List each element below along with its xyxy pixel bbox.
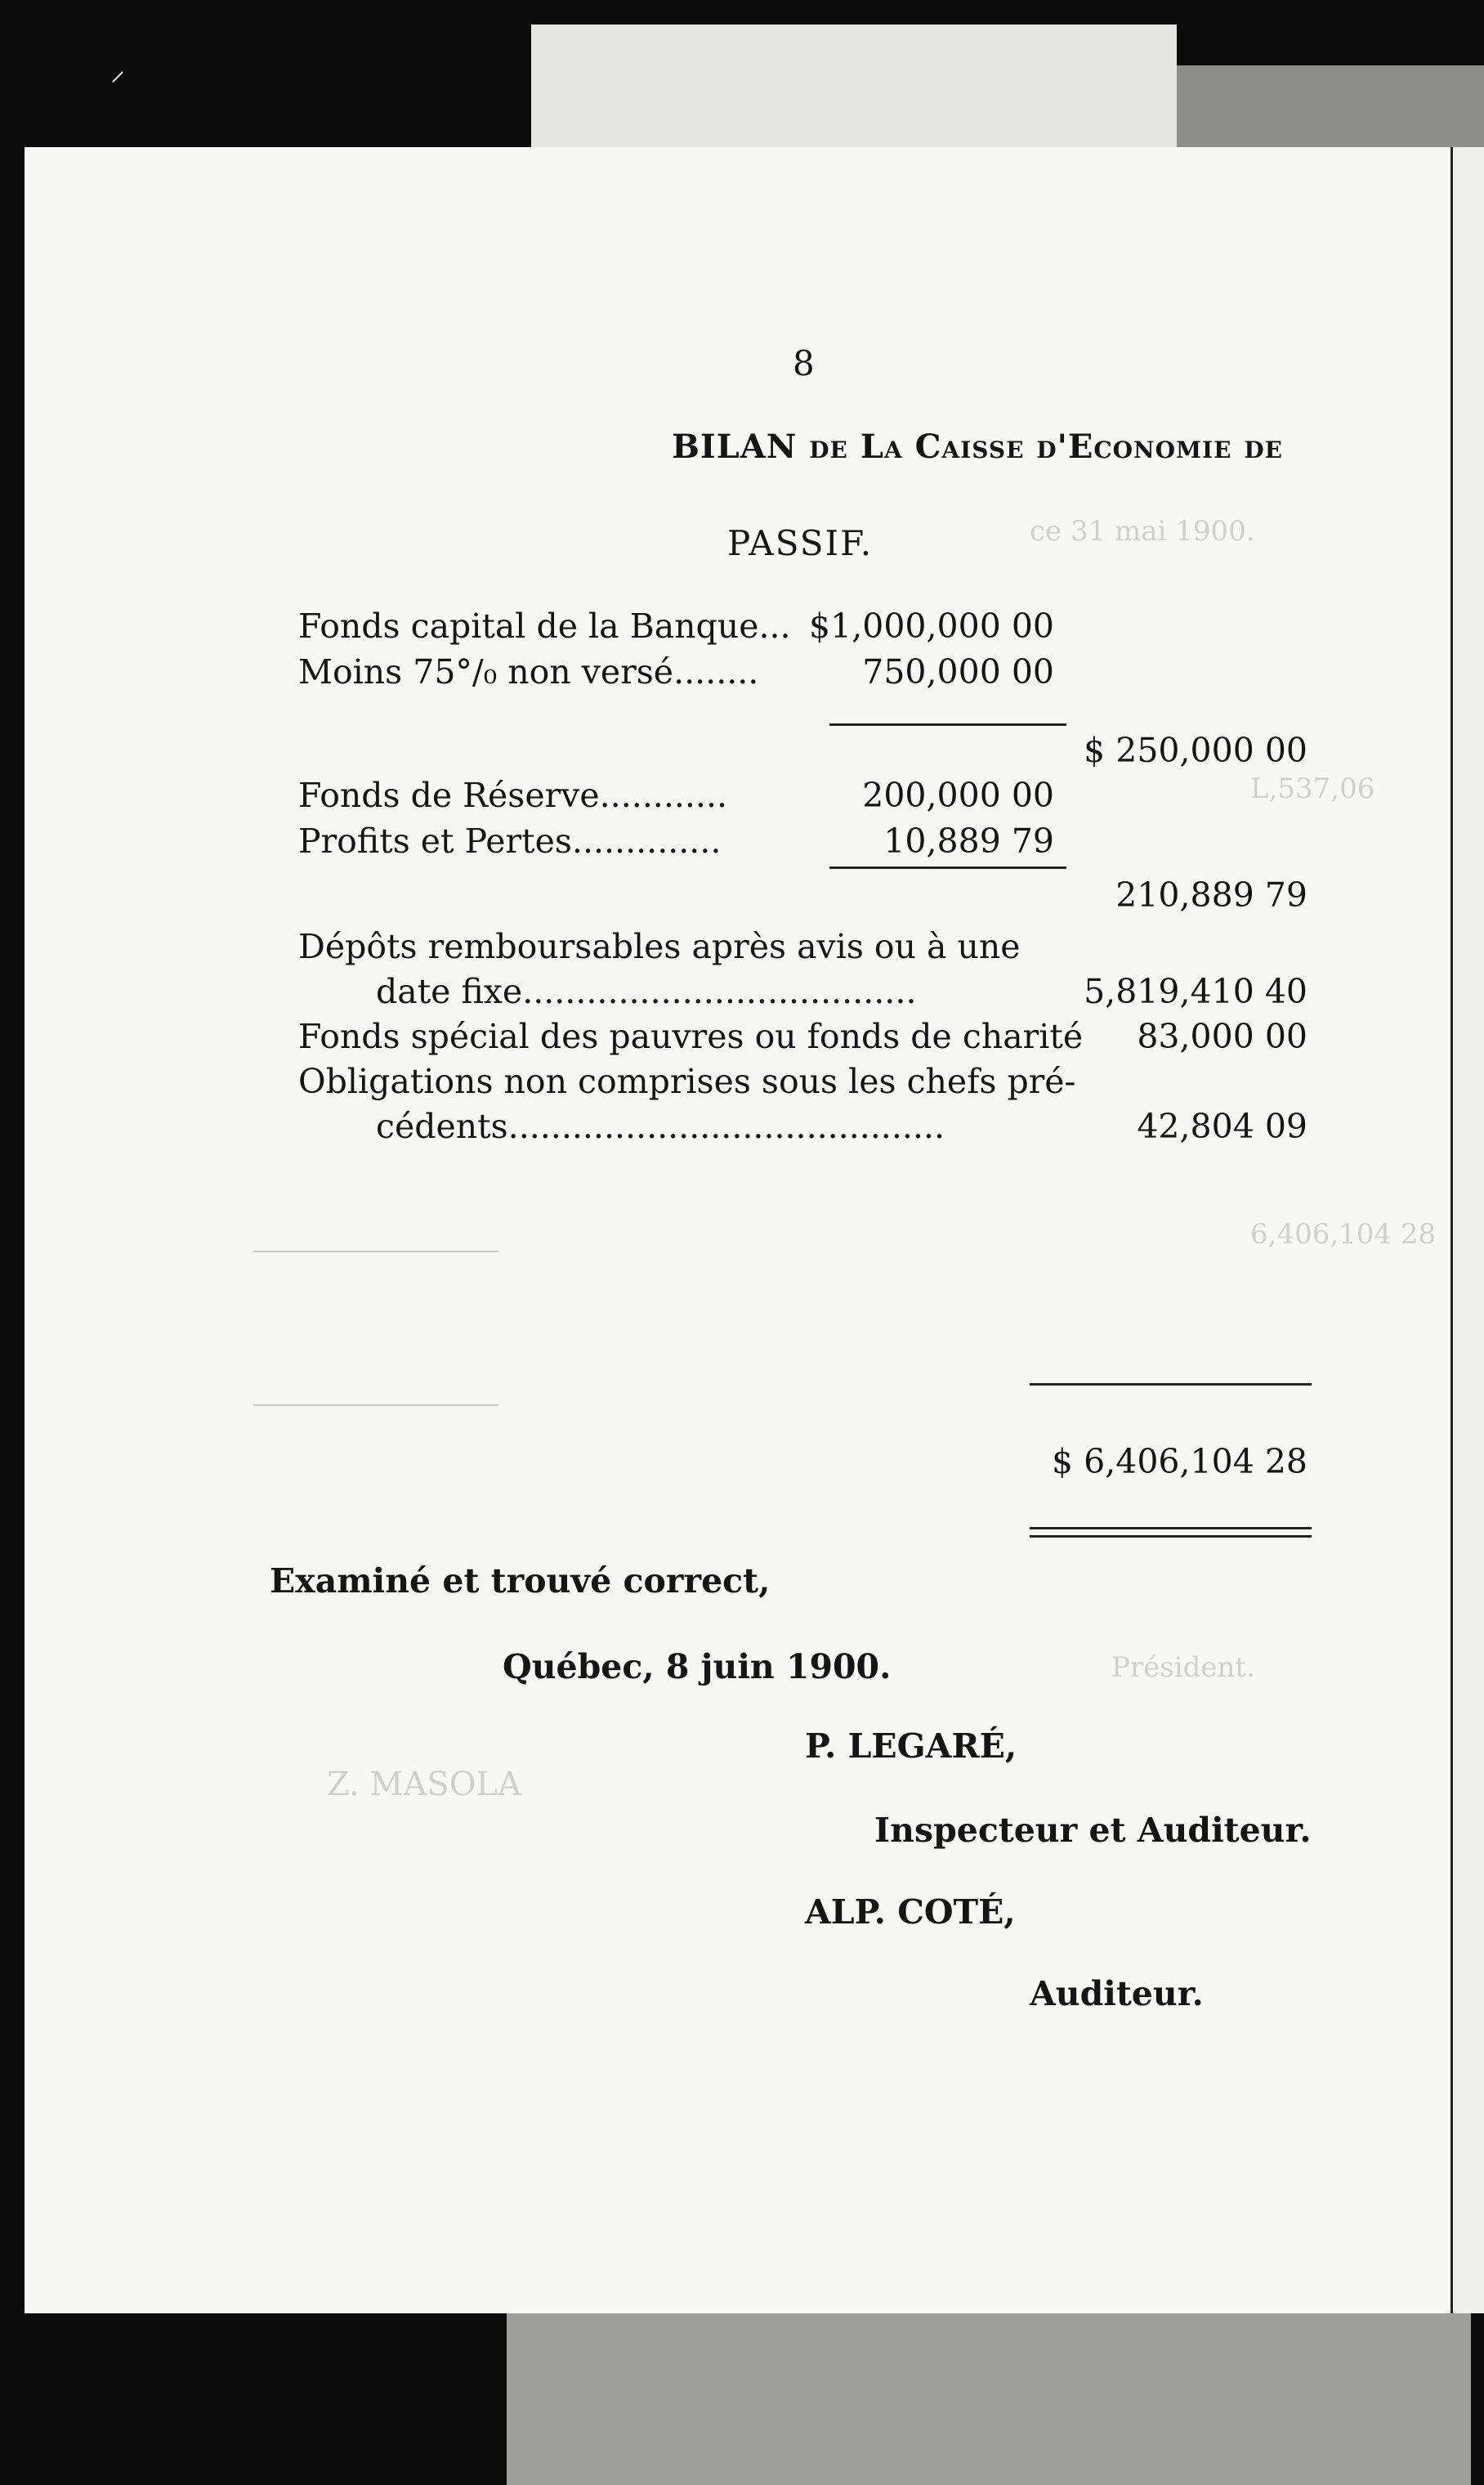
ledger-line bbox=[298, 772, 1307, 818]
line-total: 83,000 00 bbox=[1137, 1017, 1307, 1056]
signatory-role-1: Inspecteur et Auditeur. bbox=[874, 1811, 1312, 1850]
document-title bbox=[672, 428, 1283, 466]
line-total: $ 250,000 00 bbox=[1084, 731, 1307, 770]
total-rule bbox=[1030, 1383, 1312, 1386]
backdrop-bottom-tab bbox=[507, 2305, 1471, 2485]
facing-page-edge bbox=[1453, 147, 1484, 2313]
ledger-line bbox=[298, 872, 1307, 918]
line-label: Fonds capital de la Banque... bbox=[298, 607, 791, 646]
line-amount: 750,000 00 bbox=[862, 652, 1054, 692]
line-label: cédents......................................... bbox=[376, 1107, 945, 1146]
signatory-name-2: ALP. COTÉ, bbox=[805, 1892, 1016, 1932]
bleed-through-text: L,537,06 bbox=[1250, 772, 1375, 805]
line-total: 42,804 09 bbox=[1137, 1107, 1307, 1146]
page-fold bbox=[1450, 147, 1453, 2313]
section-heading: PASSIF. bbox=[727, 523, 874, 563]
bleed-through-text: ce 31 mai 1900. bbox=[1030, 515, 1255, 548]
line-label: Moins 75°/₀ non versé........ bbox=[298, 652, 759, 692]
line-label: Dépôts remboursables après avis ou à une bbox=[298, 927, 1021, 966]
bleed-through-rule bbox=[253, 1404, 498, 1406]
ledger-line bbox=[298, 728, 1307, 773]
subtotal-rule bbox=[829, 866, 1066, 869]
ledger-line bbox=[298, 1104, 1307, 1149]
ledger-line bbox=[298, 603, 1307, 649]
bleed-through-text: Président. bbox=[1111, 1651, 1255, 1684]
line-total: 210,889 79 bbox=[1115, 875, 1307, 915]
double-rule-bottom bbox=[1030, 1535, 1312, 1538]
title-rest: de La Caisse d'Economie de bbox=[809, 428, 1283, 466]
ledger-line bbox=[298, 1014, 1307, 1059]
examined-statement: Examiné et trouvé correct, bbox=[270, 1561, 771, 1601]
ledger-line bbox=[298, 924, 1307, 969]
signatory-name-1: P. LEGARÉ, bbox=[805, 1726, 1017, 1766]
page-number: 8 bbox=[793, 343, 815, 383]
ledger-line bbox=[298, 969, 1307, 1014]
line-label: date fixe..................................... bbox=[376, 972, 917, 1011]
line-total: 5,819,410 40 bbox=[1084, 972, 1307, 1011]
line-amount: 10,889 79 bbox=[883, 822, 1054, 861]
document-page bbox=[25, 147, 1463, 2313]
double-rule-top bbox=[1030, 1527, 1312, 1529]
signatory-role-2: Auditeur. bbox=[1030, 1974, 1204, 2013]
grand-total-line bbox=[298, 1439, 1307, 1484]
line-label: Obligations non comprises sous les chefs pré- bbox=[298, 1062, 1076, 1101]
subtotal-rule bbox=[829, 723, 1066, 726]
line-amount: $1,000,000 00 bbox=[809, 607, 1054, 646]
ledger-line bbox=[298, 1059, 1307, 1104]
line-label: Profits et Pertes.............. bbox=[298, 822, 722, 861]
title-main: BILAN bbox=[672, 428, 798, 466]
bleed-through-rule bbox=[253, 1251, 498, 1252]
dust-mark: ⸝ bbox=[110, 54, 125, 87]
grand-total: $ 6,406,104 28 bbox=[1052, 1442, 1307, 1481]
line-label: Fonds de Réserve............ bbox=[298, 776, 728, 815]
ledger-line bbox=[298, 649, 1307, 695]
place-and-date: Québec, 8 juin 1900. bbox=[503, 1647, 892, 1686]
line-label: Fonds spécial des pauvres ou fonds de charité bbox=[298, 1017, 1084, 1056]
ledger-line bbox=[298, 818, 1307, 864]
bleed-through-text: 6,406,104 28 bbox=[1250, 1218, 1437, 1251]
bleed-through-text: Z. MASOLA bbox=[327, 1766, 522, 1803]
line-amount: 200,000 00 bbox=[862, 776, 1054, 815]
backdrop-top-tab bbox=[531, 25, 1177, 163]
